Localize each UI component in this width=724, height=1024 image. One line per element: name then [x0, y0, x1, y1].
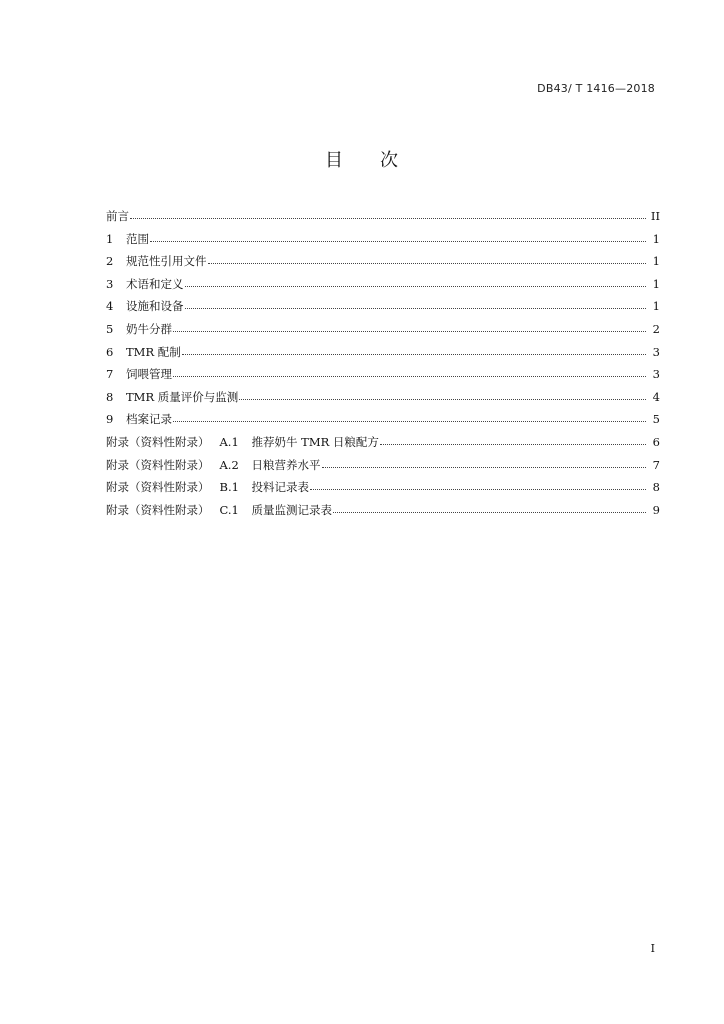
- toc-entry-appendix-a1[interactable]: [106, 431, 660, 454]
- leader-dots: [333, 498, 646, 513]
- toc-entry-record-keeping[interactable]: [106, 408, 660, 431]
- toc-entry-facilities-equipment[interactable]: [106, 295, 660, 318]
- toc-entry-number: 1: [106, 231, 114, 246]
- toc-title-char-1: 目: [325, 150, 344, 171]
- toc-entry-cow-grouping[interactable]: [106, 318, 660, 341]
- toc-title: [0, 146, 724, 172]
- appendix-code: C.1: [219, 502, 239, 517]
- appendix-label: 附录（资料性附录）: [106, 457, 210, 472]
- toc-entry-number: 9: [106, 412, 114, 427]
- toc-entry-page: 2: [652, 321, 660, 336]
- toc-entry-foreword[interactable]: [106, 205, 660, 228]
- toc-entry-page: 1: [652, 254, 660, 269]
- leader-dots: [310, 475, 646, 490]
- toc-entry-title: 推荐奶牛 TMR 日粮配方: [251, 434, 379, 449]
- toc-entry-title: 质量监测记录表: [251, 502, 332, 517]
- toc-entry-normative-references[interactable]: [106, 250, 660, 273]
- leader-dots: [150, 227, 646, 242]
- appendix-code: A.2: [219, 457, 239, 472]
- toc-entry-page: 4: [652, 389, 660, 404]
- table-of-contents: [106, 205, 660, 521]
- toc-entry-feeding-management[interactable]: [106, 363, 660, 386]
- toc-entry-number: 7: [106, 367, 114, 382]
- appendix-label: 附录（资料性附录）: [106, 480, 210, 495]
- toc-entry-page: 1: [652, 276, 660, 291]
- toc-title-char-2: 次: [380, 150, 399, 171]
- leader-dots: [173, 407, 646, 422]
- toc-entry-title: 规范性引用文件: [126, 254, 207, 269]
- toc-entry-appendix-c1[interactable]: [106, 499, 660, 522]
- toc-entry-page: 3: [652, 344, 660, 359]
- appendix-code: B.1: [219, 480, 239, 495]
- toc-entry-page: 1: [652, 231, 660, 246]
- toc-entry-page: 9: [652, 502, 660, 517]
- leader-dots: [380, 430, 646, 445]
- appendix-label: 附录（资料性附录）: [106, 502, 210, 517]
- toc-entry-title: 设施和设备: [126, 299, 184, 314]
- toc-entry-title: 日粮营养水平: [251, 457, 321, 472]
- toc-entry-page: 1: [652, 299, 660, 314]
- toc-entry-title: 档案记录: [126, 412, 172, 427]
- leader-dots: [322, 453, 647, 468]
- toc-entry-page: 3: [652, 367, 660, 382]
- toc-entry-title: 饲喂管理: [126, 367, 172, 382]
- appendix-code: A.1: [219, 434, 239, 449]
- toc-entry-page: 7: [652, 457, 660, 472]
- appendix-label: 附录（资料性附录）: [106, 434, 210, 449]
- leader-dots: [130, 204, 646, 219]
- toc-entry-title: 范围: [126, 231, 149, 246]
- toc-entry-number: 5: [106, 321, 114, 336]
- leader-dots: [185, 294, 647, 309]
- toc-entry-title: 术语和定义: [126, 276, 184, 291]
- leader-dots: [239, 385, 646, 400]
- toc-entry-appendix-b1[interactable]: [106, 476, 660, 499]
- toc-entry-page: 8: [652, 480, 660, 495]
- toc-entry-terms-definitions[interactable]: [106, 273, 660, 296]
- toc-entry-tmr-preparation[interactable]: [106, 341, 660, 364]
- toc-entry-number: 6: [106, 344, 114, 359]
- leader-dots: [182, 340, 646, 355]
- leader-dots: [208, 249, 647, 264]
- toc-entry-appendix-a2[interactable]: [106, 454, 660, 477]
- toc-entry-number: 2: [106, 254, 114, 269]
- toc-entry-title: 奶牛分群: [126, 321, 172, 336]
- toc-entry-page: II: [650, 209, 660, 223]
- toc-entry-tmr-quality-evaluation[interactable]: [106, 386, 660, 409]
- toc-entry-number: 8: [106, 389, 114, 404]
- leader-dots: [185, 272, 647, 287]
- toc-entry-number: 4: [106, 299, 114, 314]
- page-number: I: [650, 942, 655, 955]
- toc-entry-page: 6: [652, 434, 660, 449]
- leader-dots: [173, 317, 646, 332]
- leader-dots: [173, 362, 646, 377]
- standard-code: DB43/ T 1416—2018: [537, 82, 655, 95]
- toc-entry-number: 3: [106, 276, 114, 291]
- toc-entry-title: 前言: [106, 209, 129, 223]
- toc-entry-title: TMR 质量评价与监测: [126, 389, 239, 404]
- toc-entry-scope[interactable]: [106, 228, 660, 251]
- toc-entry-title: TMR 配制: [126, 344, 181, 359]
- toc-entry-title: 投料记录表: [251, 480, 309, 495]
- toc-entry-page: 5: [652, 412, 660, 427]
